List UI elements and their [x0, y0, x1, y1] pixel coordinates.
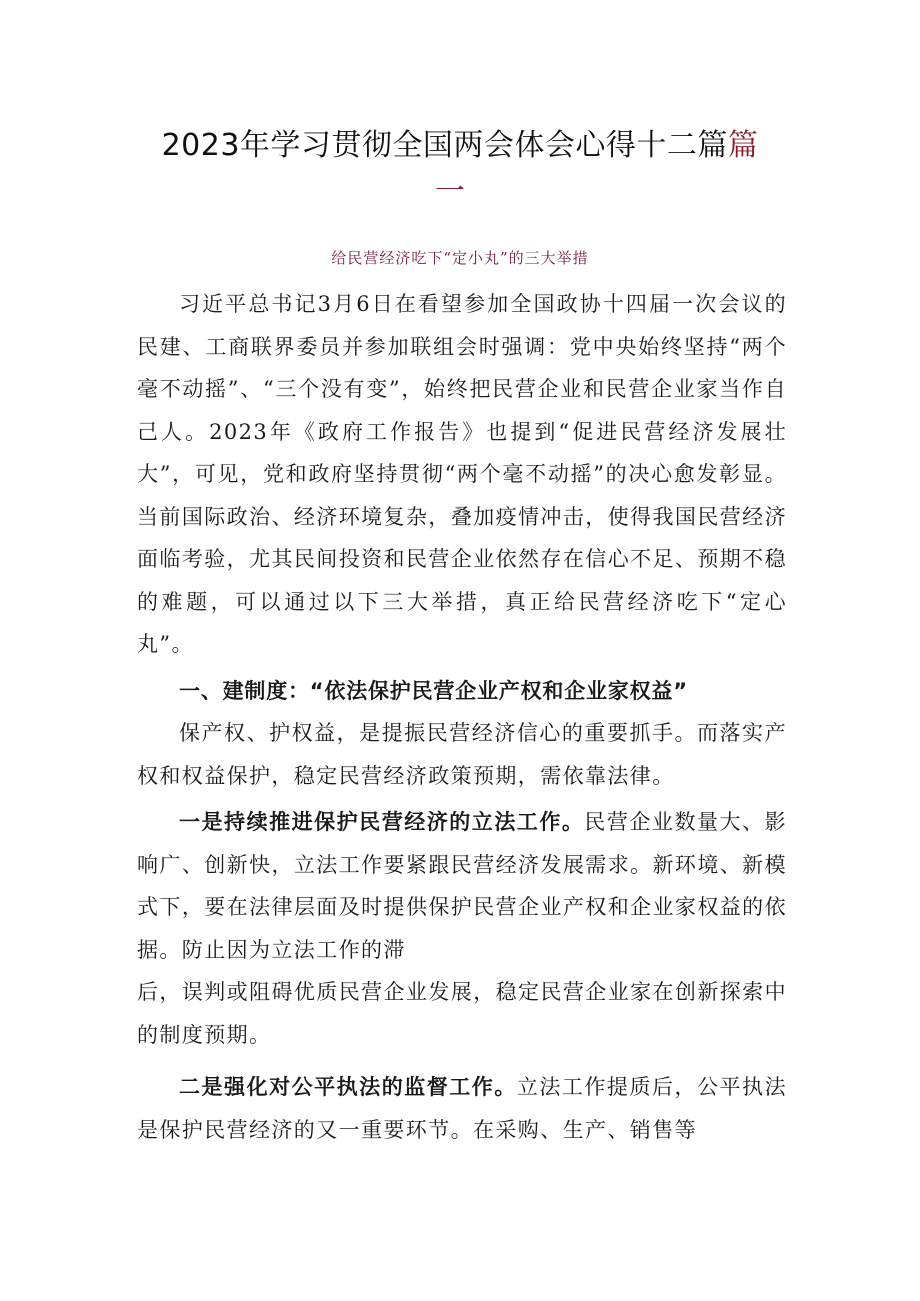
point-1-continuation: 后，误判或阻碍优质民营企业发展，稳定民营企业家在创新探索中的制度预期。 [137, 980, 787, 1047]
point-1-text: 民营企业数量大、影响广、创新快，立法工作要紧跟民营经济发展需求。新环境、新模式下，要在法律层面及时提供保护民营企业产权和企业家权益的依据。防止因为立法工作的滞 [137, 810, 787, 962]
document-title [0, 124, 920, 168]
section-1-paragraph: 保产权、护权益，是提振民营经济信心的重要抓手。而落实产权和权益保护，稳定民营经济政策预期，需依靠法律。 [137, 721, 787, 788]
point-2-lead: 二是强化对公平执法的监督工作。 [179, 1075, 517, 1099]
document-title-accent: 篇 [727, 128, 759, 163]
document-subtitle: 给民营经济吃下“定小丸”的三大举措 [331, 249, 589, 267]
point-2-text: 立法工作提质后，公平执法是保护民营经济的又一重要环节。在采购、生产、销售等 [137, 1075, 787, 1142]
point-2-paragraph [137, 1066, 787, 1151]
document-title-tail: 一 [435, 174, 465, 209]
intro-paragraph: 习近平总书记3月6日在看望参加全国政协十四届一次会议的民建、工商联界委员并参加联组会时强调：党中央始终坚持“两个毫不动摇”、“三个没有变”，始终把民营企业和民营企业家当作自己人。2023年《政府工作报告》也提到“促进民营经济发展壮大”，可见，党和政府坚持贯彻“两个毫不动摇”的决心愈发彰显。当前国际政治、经济环境复杂，叠加疫情冲击，使得我国民营经济面临考验，尤其民间投资和民营企业依然存在信心不足、预期不稳的难题，可以通过以下三大举措，真正给民营经济吃下“定心丸”。 [137, 292, 787, 656]
point-1-lead: 一是持续推进保护民营经济的立法工作。 [179, 810, 585, 834]
section-heading-1: 一、建制度：“依法保护民营企业产权和企业家权益” [179, 678, 688, 703]
point-1-paragraph [137, 801, 787, 971]
document-body [137, 283, 787, 1151]
document-title-text: 2023年学习贯彻全国两会体会心得十二篇 [161, 128, 728, 163]
